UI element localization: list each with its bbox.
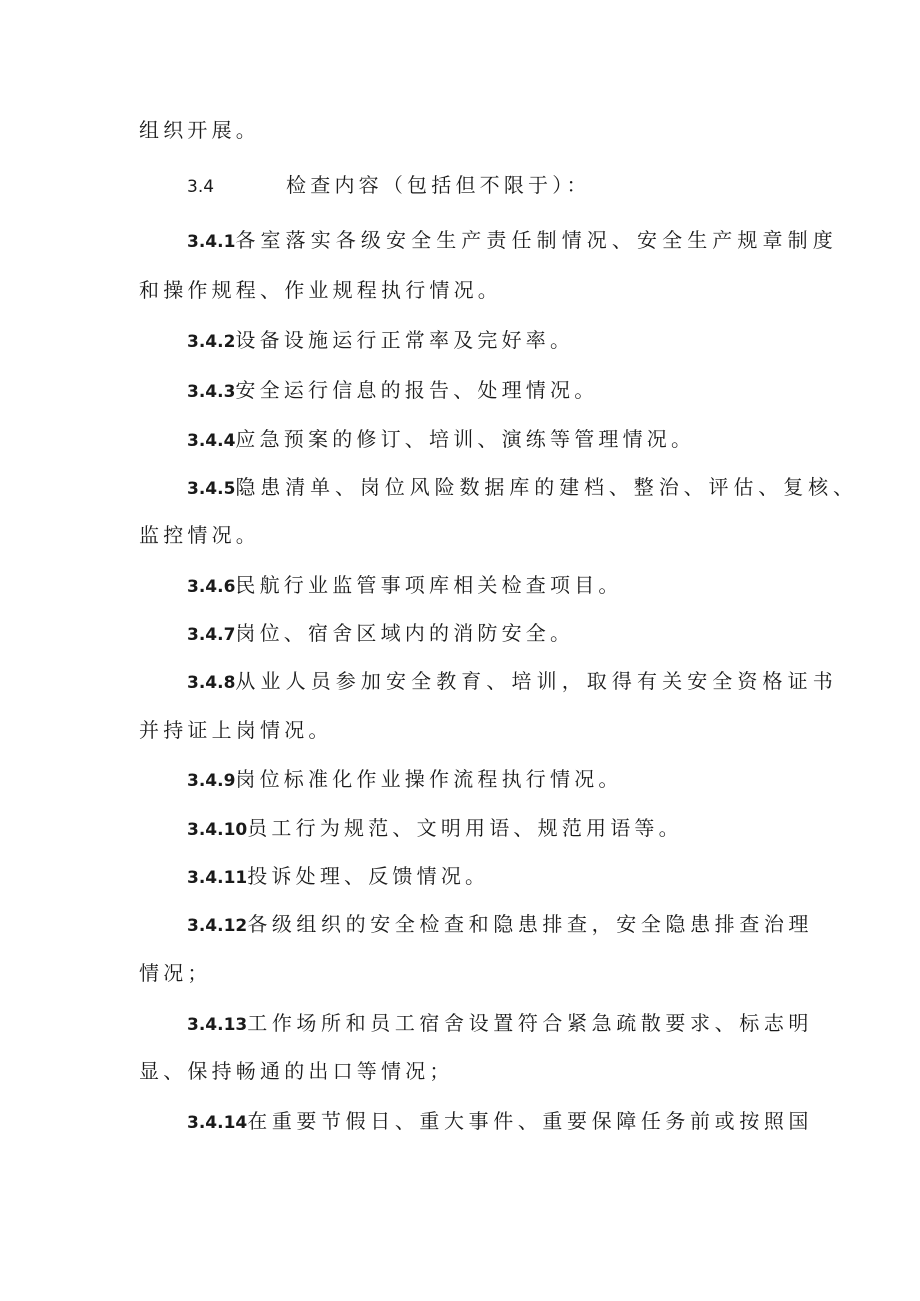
section-number: 3.4 bbox=[187, 177, 215, 197]
item-number: 3.4.6 bbox=[187, 577, 236, 597]
list-item bbox=[0, 666, 920, 696]
list-item bbox=[0, 861, 920, 891]
item-text: 各室落实各级安全生产责任制情况、安全生产规章制度 bbox=[235, 228, 838, 252]
list-item bbox=[0, 472, 920, 502]
list-item bbox=[0, 325, 920, 355]
item-number: 3.4.1 bbox=[187, 232, 236, 252]
item-text: 安全运行信息的报告、处理情况。 bbox=[235, 378, 599, 402]
item-number: 3.4.13 bbox=[187, 1015, 248, 1035]
paragraph-continuation bbox=[0, 1056, 920, 1086]
item-number: 3.4.11 bbox=[187, 868, 248, 888]
line-text: 显、保持畅通的出口等情况； bbox=[139, 1059, 454, 1083]
item-text: 各级组织的安全检查和隐患排查，安全隐患排查治理 bbox=[247, 912, 814, 936]
item-text: 投诉处理、反馈情况。 bbox=[247, 864, 490, 888]
paragraph-continuation bbox=[0, 958, 920, 988]
paragraph-continuation bbox=[0, 275, 920, 305]
list-item bbox=[0, 813, 920, 843]
item-text: 岗位标准化作业操作流程执行情况。 bbox=[235, 767, 623, 791]
item-number: 3.4.10 bbox=[187, 820, 248, 840]
item-number: 3.4.7 bbox=[187, 625, 236, 645]
item-number: 3.4.2 bbox=[187, 332, 236, 352]
item-text: 从业人员参加安全教育、培训，取得有关安全资格证书 bbox=[235, 669, 838, 693]
item-text: 在重要节假日、重大事件、重要保障任务前或按照国 bbox=[247, 1109, 814, 1133]
list-item bbox=[0, 225, 920, 255]
paragraph-continuation bbox=[0, 715, 920, 745]
item-text: 设备设施运行正常率及完好率。 bbox=[235, 328, 575, 352]
line-text: 并持证上岗情况。 bbox=[139, 718, 333, 742]
list-item bbox=[0, 1008, 920, 1038]
list-item bbox=[0, 618, 920, 648]
list-item bbox=[0, 424, 920, 454]
section-title: 检查内容（包括但不限于）： bbox=[286, 173, 591, 197]
item-text: 工作场所和员工宿舍设置符合紧急疏散要求、标志明 bbox=[247, 1011, 814, 1035]
line-text: 组织开展。 bbox=[139, 118, 260, 142]
item-number: 3.4.9 bbox=[187, 771, 236, 791]
paragraph-continuation bbox=[0, 520, 920, 550]
list-item bbox=[0, 909, 920, 939]
item-number: 3.4.5 bbox=[187, 479, 236, 499]
item-text: 民航行业监管事项库相关检查项目。 bbox=[235, 573, 623, 597]
list-item bbox=[0, 570, 920, 600]
item-text: 应急预案的修订、培训、演练等管理情况。 bbox=[235, 427, 696, 451]
item-number: 3.4.4 bbox=[187, 431, 236, 451]
item-number: 3.4.12 bbox=[187, 916, 248, 936]
item-text: 隐患清单、岗位风险数据库的建档、整治、评估、复核、 bbox=[235, 475, 858, 499]
list-item bbox=[0, 1106, 920, 1136]
line-text: 情况； bbox=[139, 961, 212, 985]
item-text: 岗位、宿舍区域内的消防安全。 bbox=[235, 621, 575, 645]
section-heading bbox=[0, 170, 920, 200]
line-text: 和操作规程、作业规程执行情况。 bbox=[139, 278, 502, 302]
item-number: 3.4.3 bbox=[187, 382, 236, 402]
item-text: 员工行为规范、文明用语、规范用语等。 bbox=[247, 816, 683, 840]
item-number: 3.4.8 bbox=[187, 673, 236, 693]
line-text: 监控情况。 bbox=[139, 523, 260, 547]
paragraph-continuation bbox=[0, 115, 920, 145]
list-item bbox=[0, 375, 920, 405]
list-item bbox=[0, 764, 920, 794]
item-number: 3.4.14 bbox=[187, 1113, 248, 1133]
